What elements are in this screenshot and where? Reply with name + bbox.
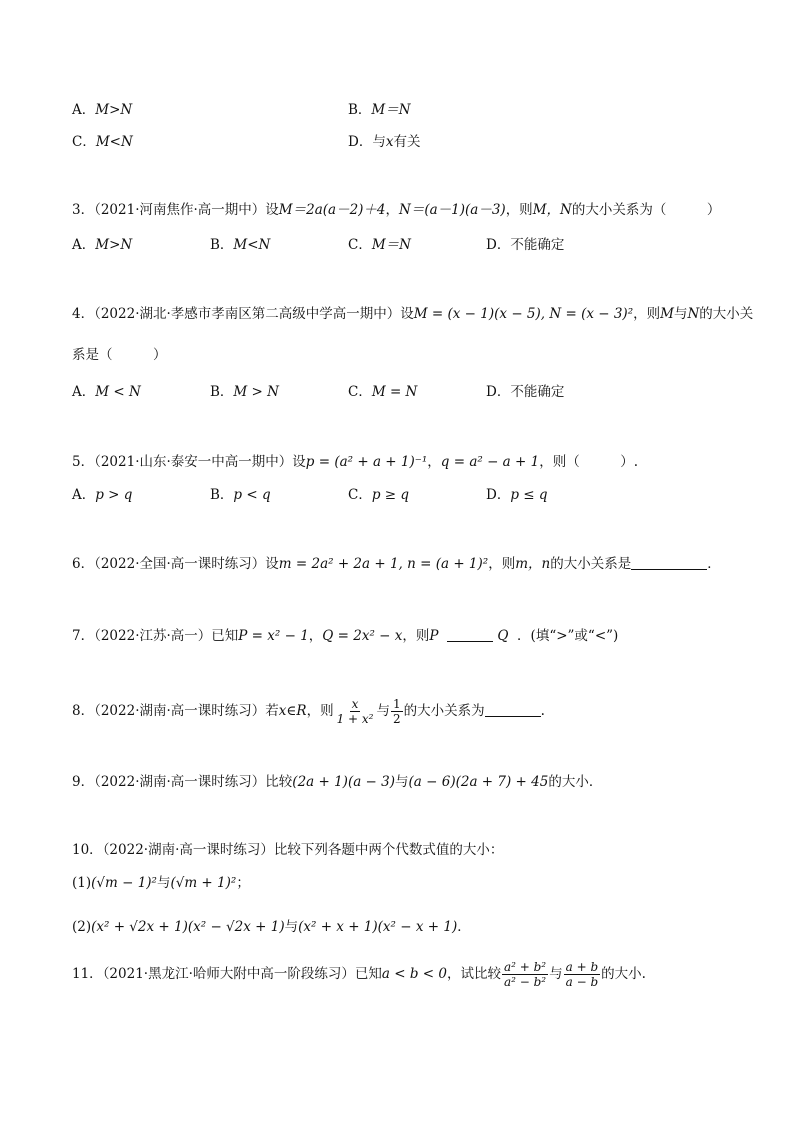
option-expr: p ≤ q [510,487,548,503]
option-expr: M>N [95,237,133,253]
q4-option-a [72,382,141,402]
q3-option-d [486,235,564,255]
stem-text: 设 [400,306,414,322]
stem-text: ，则 [306,703,334,719]
stem-text: 设 [265,202,279,218]
question-source: （2022·湖南·高一课时练习） [94,774,266,790]
option-label: A． [72,384,96,400]
question-source: （2022·湖北·孝感市孝南区第二高级中学高一期中） [94,306,401,322]
stem-text: 与 [284,919,299,935]
option-a [72,100,132,120]
math-expr: x∈R [278,703,307,719]
option-label: D．与 [348,134,386,150]
stem-text: ，则（ ）. [539,454,639,470]
option-tail: 有关 [393,134,421,150]
question-4-stem-cont [72,345,167,365]
q5-option-b [210,485,271,505]
answer-blank[interactable] [485,702,541,717]
q3-option-a [72,235,132,255]
option-expr: M < N [95,384,141,400]
option-label: B． [348,102,372,118]
stem-text: ，则 [402,628,430,644]
stem-text: ． [457,919,471,935]
option-label: C． [72,134,96,150]
question-11-stem [72,960,646,989]
fraction-numerator: 1 [392,697,401,711]
option-expr: 不能确定 [510,237,565,253]
math-var: Q [497,628,509,644]
stem-text: 比较 [265,774,293,790]
question-source: （2022·全国·高一课时练习） [94,556,266,572]
option-label: D． [486,384,511,400]
q5-option-a [72,485,132,505]
option-expr: M = N [371,384,418,400]
q4-option-c [348,382,417,402]
question-number: 10． [72,842,103,858]
stem-text: ， [427,454,441,470]
math-expr: (√m + 1)² [170,875,237,891]
math-expr: M = (x − 1)(x − 5), N = (x − 3)² [413,306,634,322]
option-expr: M＝N [371,102,411,118]
option-label: A． [72,237,96,253]
stem-text: ，则 [505,202,533,218]
question-10-stem [72,840,503,860]
fraction-denominator: a² − b² [503,975,547,989]
fraction [502,960,548,989]
math-expr: N＝(a－1)(a－3) [399,202,506,218]
question-number: 4． [72,306,95,322]
fraction-denominator: 1 + x² [336,712,374,726]
math-expr: (2a + 1)(a − 3) [292,774,396,790]
question-source: （2021·黑龙江·哈师大附中高一阶段练习） [102,966,355,982]
part-label: (1) [72,875,92,891]
stem-text: ，试比较 [446,966,501,982]
option-label: C． [348,487,372,503]
stem-text: ．(填“>”或“<”) [517,628,619,644]
option-d [348,132,420,152]
question-number: 8． [72,703,95,719]
stem-text: . [540,703,545,719]
math-expr: (x² + √2x + 1)(x² − √2x + 1) [91,919,285,935]
q3-option-b [210,235,270,255]
question-source: （2022·江苏·高一） [94,628,212,644]
question-5-stem [72,452,638,472]
stem-text: ，则 [488,556,516,572]
stem-text: 已知 [211,628,239,644]
stem-text: 的大小． [548,774,603,790]
option-label: D． [486,487,511,503]
math-expr: (√m − 1)² [91,875,157,891]
question-source: （2021·山东·泰安一中高一期中） [94,454,293,470]
fraction [391,697,403,726]
question-3-stem [72,200,720,220]
question-8-stem [72,697,545,726]
math-expr: m，n [515,556,551,572]
question-source: （2021·河南焦作·高一期中） [94,202,266,218]
stem-text: ，则 [633,306,661,322]
fraction-numerator: a + b [565,960,599,974]
option-expr: 不能确定 [510,384,565,400]
q4-option-b [210,382,279,402]
math-expr: m = 2a² + 2a + 1, n = (a + 1)² [278,556,489,572]
question-7-stem [72,626,618,646]
stem-text: 的大小关系是 [550,556,632,572]
math-expr: a < b < 0 [381,966,447,982]
stem-text: 的大小关系为 [403,703,485,719]
stem-text: 与 [156,875,171,891]
stem-text: 与 [673,306,688,322]
question-9-stem [72,772,602,792]
math-var: P [429,628,439,644]
stem-text: 的大小关 [699,306,754,322]
stem-text: ． [707,556,721,572]
option-expr: p < q [233,487,271,503]
question-10-part-2 [72,917,471,937]
answer-blank[interactable] [631,555,707,570]
option-label: B． [210,487,234,503]
stem-text: 与 [395,774,409,790]
part-label: (2) [72,919,92,935]
stem-text: ； [236,875,250,891]
option-label: A． [72,102,96,118]
question-6-stem [72,554,721,574]
math-expr: M，N [532,202,572,218]
math-var: N [687,306,700,322]
option-expr: M>N [95,102,133,118]
stem-text: ， [385,202,400,218]
question-10-part-1 [72,873,250,893]
question-number: 5． [72,454,95,470]
fraction-denominator: 2 [392,712,401,726]
fraction-denominator: a − b [565,975,599,989]
option-expr: M<N [95,134,133,150]
math-expr: (x² + x + 1)(x² − x + 1) [298,919,458,935]
stem-text: 与 [549,966,563,982]
fraction [335,697,376,726]
option-var: x [385,134,394,150]
option-expr: M<N [233,237,271,253]
q4-option-d [486,382,564,402]
question-number: 3． [72,202,95,218]
fraction-numerator: x [351,697,359,711]
stem-text: 设 [292,454,306,470]
fraction-numerator: a² + b² [503,960,547,974]
answer-blank[interactable] [447,627,493,642]
math-expr: Q = 2x² − x [322,628,403,644]
option-expr: M＝N [371,237,411,253]
option-expr: p ≥ q [371,487,410,503]
question-source: （2022·湖南·高一课时练习） [94,703,266,719]
math-expr: q = a² − a + 1 [440,454,540,470]
option-label: B． [210,237,234,253]
stem-text: 设 [265,556,279,572]
stem-text: 的大小. [601,966,646,982]
stem-text: 若 [265,703,279,719]
math-expr: P = x² − 1 [238,628,309,644]
math-expr: p = (a² + a + 1)⁻¹ [305,454,428,470]
q3-option-c [348,235,411,255]
math-expr: (a − 6)(2a + 7) + 45 [408,774,549,790]
option-label: D． [486,237,511,253]
q5-option-d [486,485,548,505]
question-4-stem [72,304,753,324]
option-label: B． [210,384,234,400]
option-c [72,132,133,152]
question-number: 6． [72,556,95,572]
option-b [348,100,411,120]
stem-text: 比较下列各题中两个代数式值的大小： [273,842,504,858]
stem-text: 系是（ ） [72,347,167,363]
option-label: A． [72,487,96,503]
question-number: 11． [72,966,103,982]
question-number: 9． [72,774,95,790]
question-source: （2022·湖南·高一课时练习） [102,842,274,858]
q5-option-c [348,485,409,505]
option-label: C． [348,237,372,253]
stem-text: 的大小关系为（ ） [571,202,721,218]
fraction [564,960,601,989]
option-expr: p > q [95,487,133,503]
stem-text: 与 [376,703,390,719]
stem-text: 已知 [354,966,382,982]
question-number: 7． [72,628,95,644]
stem-text: ， [308,628,323,644]
option-expr: M > N [233,384,279,400]
math-var: M [660,306,674,322]
math-expr: M＝2a(a－2)＋4 [278,202,386,218]
option-label: C． [348,384,372,400]
